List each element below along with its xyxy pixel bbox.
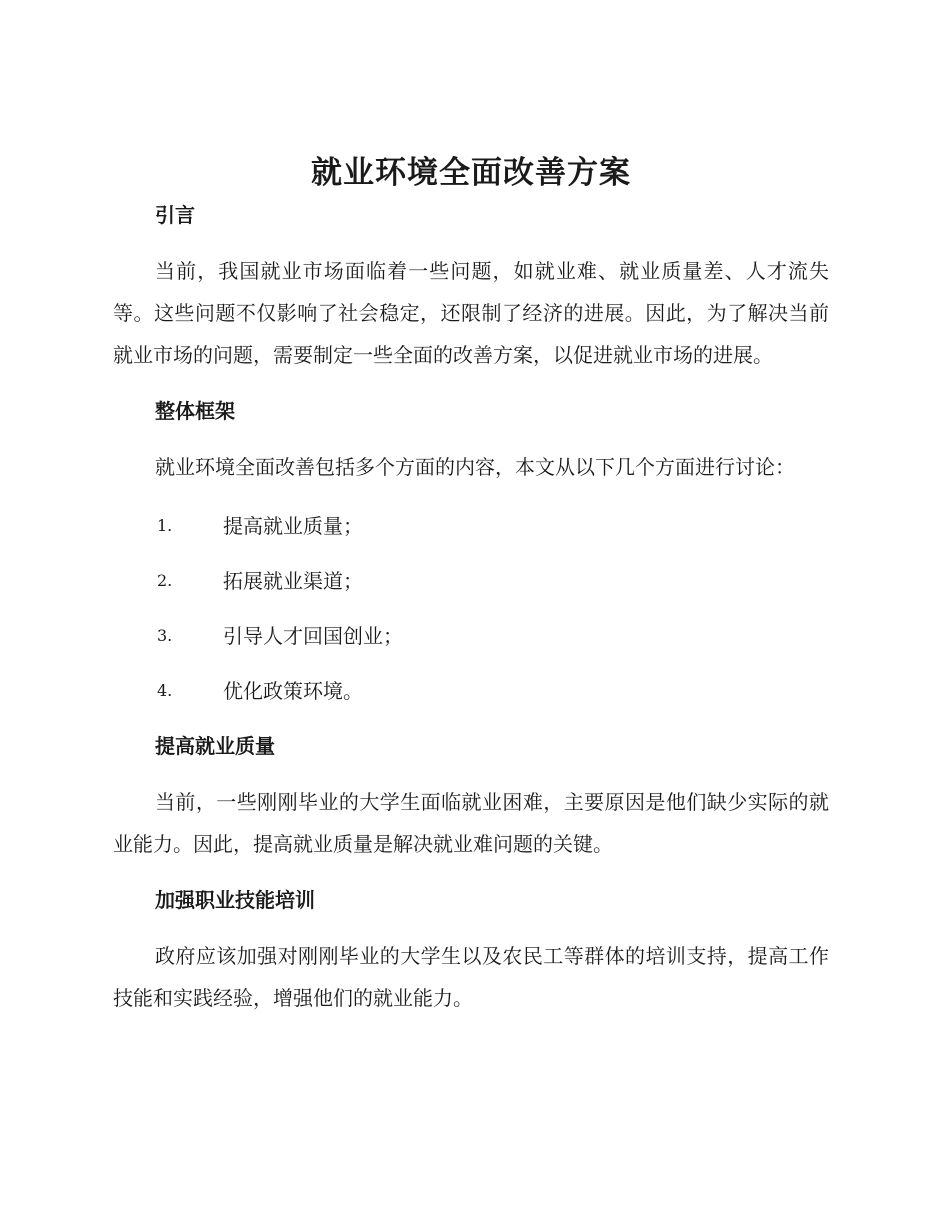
- section-paragraph-quality: 当前，一些刚刚毕业的大学生面临就业困难，主要原因是他们缺少实际的就业能力。因此，提高就业质量是解决就业难问题的关键。: [113, 790, 829, 856]
- document-title: 就业环境全面改善方案: [311, 155, 631, 191]
- list-item-number: 2.: [157, 571, 173, 590]
- list-item-number: 1.: [157, 516, 173, 535]
- section-paragraph-intro: 当前，我国就业市场面临着一些问题，如就业难、就业质量差、人才流失等。这些问题不仅影响了社会稳定，还限制了经济的进展。因此，为了解决当前就业市场的问题，需要制定一些全面的改善方案，以促进就业市场的进展。: [113, 259, 829, 367]
- section-heading-framework: 整体框架: [155, 399, 235, 423]
- list-item-text: 拓展就业渠道；: [223, 569, 363, 593]
- list-item-number: 4.: [157, 681, 173, 700]
- framework-list: [113, 511, 829, 706]
- list-item: [113, 621, 829, 651]
- section-paragraph-training: 政府应该加强对刚刚毕业的大学生以及农民工等群体的培训支持，提高工作技能和实践经验，增强他们的就业能力。: [113, 944, 829, 1010]
- section-heading-training: 加强职业技能培训: [155, 888, 315, 912]
- list-item-text: 提高就业质量；: [223, 514, 363, 538]
- list-item-text: 优化政策环境。: [223, 679, 363, 703]
- document-page: [113, 150, 829, 1019]
- list-item: [113, 511, 829, 541]
- section-heading-quality: 提高就业质量: [155, 734, 275, 758]
- section-paragraph-framework: 就业环境全面改善包括多个方面的内容，本文从以下几个方面进行讨论：: [155, 455, 795, 479]
- list-item-text: 引导人才回国创业；: [223, 624, 403, 648]
- list-item: [113, 676, 829, 706]
- section-heading-intro: 引言: [155, 203, 195, 227]
- list-item: [113, 566, 829, 596]
- list-item-number: 3.: [157, 626, 173, 645]
